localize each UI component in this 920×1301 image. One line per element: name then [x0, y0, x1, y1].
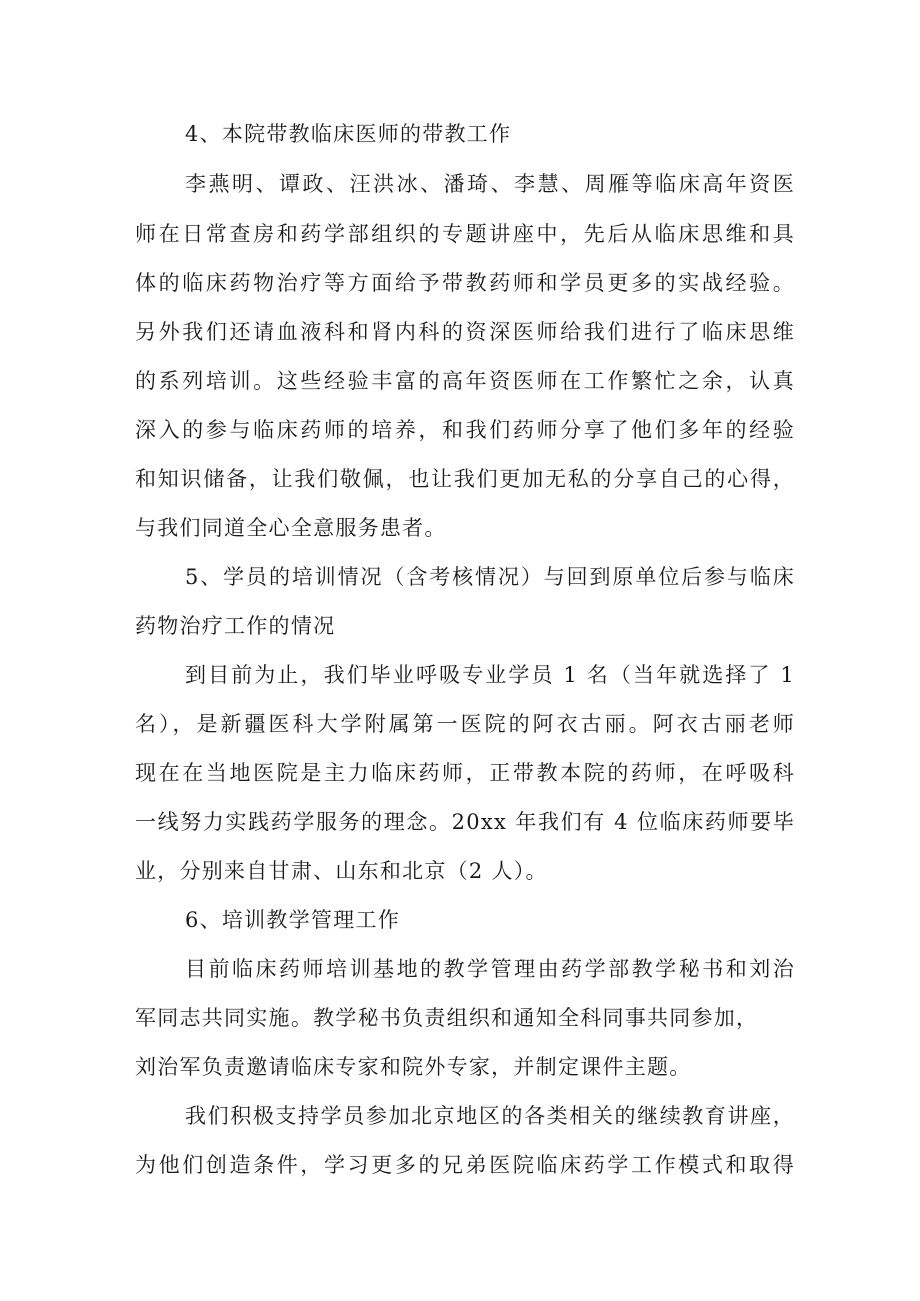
paragraph-line: 我们积极支持学员参加北京地区的各类相关的继续教育讲座， — [185, 1104, 795, 1128]
paragraph-line: 一线努力实践药学服务的理念。20xx 年我们有 4 位临床药师要毕 — [135, 810, 795, 834]
paragraph-line: 目前临床药师培训基地的教学管理由药学部教学秘书和刘治 — [185, 957, 795, 981]
paragraph-line: 名），是新疆医科大学附属第一医院的阿衣古丽。阿衣古丽老师 — [135, 712, 795, 736]
paragraph-line: 刘治军负责邀请临床专家和院外专家，并制定课件主题。 — [135, 1055, 692, 1079]
paragraph-line: 的系列培训。这些经验丰富的高年资医师在工作繁忙之余，认真 — [135, 369, 795, 393]
heading-section-5-continued: 药物治疗工作的情况 — [135, 614, 336, 638]
paragraph-line: 现在在当地医院是主力临床药师，正带教本院的药师，在呼吸科 — [135, 761, 795, 785]
paragraph-line: 到目前为止，我们毕业呼吸专业学员 1 名（当年就选择了 1 — [185, 663, 795, 687]
heading-section-6: 6、培训教学管理工作 — [185, 908, 400, 932]
paragraph-line: 李燕明、谭政、汪洪冰、潘琦、李慧、周雁等临床高年资医 — [185, 172, 795, 196]
paragraph-line: 军同志共同实施。教学秘书负责组织和通知全科同事共同参加， — [135, 1006, 759, 1030]
heading-section-5: 5、学员的培训情况（含考核情况）与回到原单位后参与临床 — [185, 565, 795, 589]
paragraph-line: 深入的参与临床药师的培养，和我们药师分享了他们多年的经验 — [135, 418, 795, 442]
paragraph-line: 另外我们还请血液科和肾内科的资深医师给我们进行了临床思维 — [135, 320, 795, 344]
paragraph-line: 师在日常查房和药学部组织的专题讲座中，先后从临床思维和具 — [135, 222, 795, 246]
paragraph-line: 和知识储备，让我们敬佩，也让我们更加无私的分享自己的心得， — [135, 467, 795, 491]
paragraph-line: 业，分别来自甘肃、山东和北京（2 人）。 — [135, 859, 548, 883]
paragraph-line: 与我们同道全心全意服务患者。 — [135, 516, 447, 540]
heading-section-4: 4、本院带教临床医师的带教工作 — [185, 122, 512, 146]
paragraph-line: 体的临床药物治疗等方面给予带教药师和学员更多的实战经验。 — [135, 271, 795, 295]
paragraph-line: 为他们创造条件，学习更多的兄弟医院临床药学工作模式和取得 — [135, 1153, 795, 1177]
